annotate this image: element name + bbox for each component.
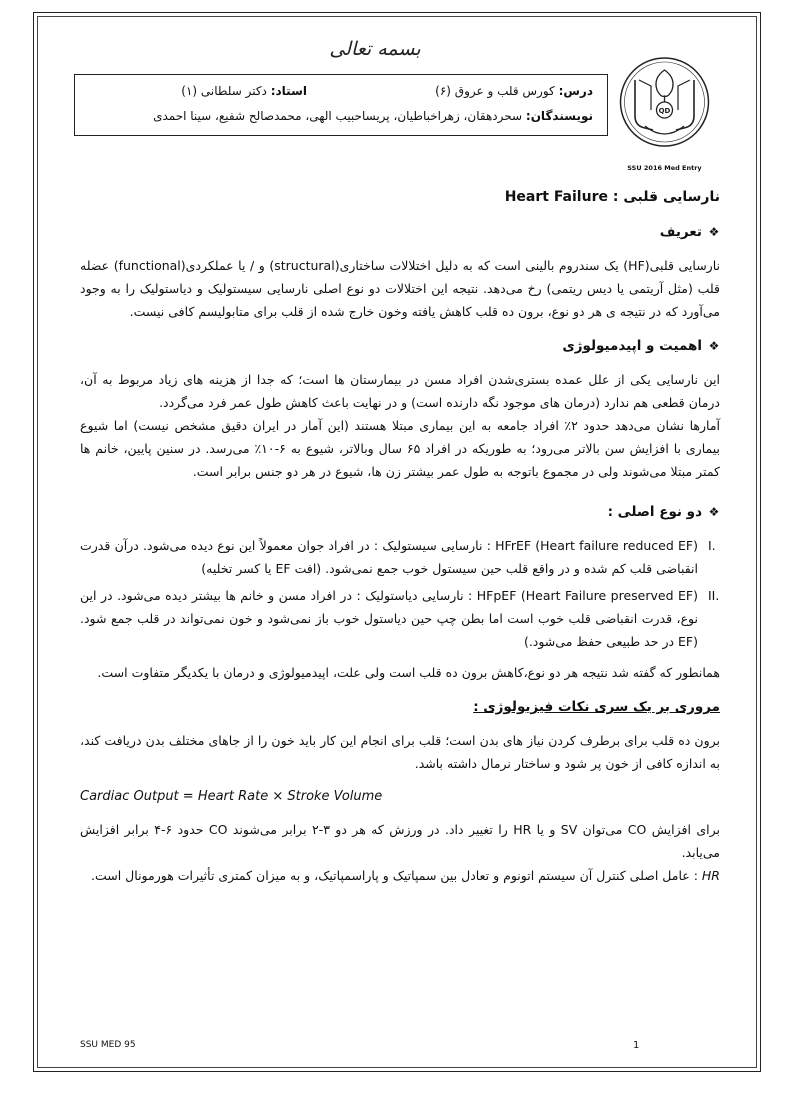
list-text: HFpEF (Heart Failure preserved EF) : نارسایی دیاستولیک : در افراد مسن و خانم ها بیشتر دیده می‌شود. در این نوع، قدرت انقباضی قلب خوب است اما بطن چپ حین دیاستول خوب باز نمی‌شود و خون نمی‌تواند در قلب جمع شود. (EF در حد طبیعی حفظ می‌شود.) — [80, 588, 698, 649]
basmala-heading: بسمه تعالی — [329, 38, 421, 60]
page-number: 1 — [633, 1040, 640, 1051]
cardiac-output-formula: Cardiac Output = Heart Rate × Stroke Volume — [80, 789, 383, 804]
footer-label: SSU MED 95 — [80, 1040, 136, 1050]
diamond-bullet-icon: ❖ — [708, 339, 720, 353]
course-row — [435, 84, 593, 98]
section-heading-definition — [80, 221, 720, 244]
course-info-box — [74, 74, 608, 136]
heart-hands-logo-icon — [613, 50, 716, 177]
title-english: Heart Failure — [504, 189, 608, 205]
teacher-label: استاد: — [270, 84, 307, 98]
list-item — [80, 584, 720, 653]
physiology-paragraph: برون ده قلب برای برطرف کردن نیاز های بدن است؛ قلب برای انجام این کار باید خون را از جاهای مختلف بدن دریافت کند، به اندازه کافی از خون پر شود و ساختار نرمال داشته باشد. — [80, 733, 720, 771]
list-text: HFrEF (Heart failure reduced EF) : نارسایی سیستولیک : در افراد جوان معمولاً این نوع دیده می‌شود. درآن قدرت انقباضی قلب کم شده و در واقع قلب حین سیستول خوب جمع نمی‌شود. (افت EF یا کسر تخلیه) — [80, 538, 699, 576]
document-title — [80, 186, 720, 209]
list-number: I. — [708, 538, 716, 553]
types-summary-paragraph: همانطور که گفته شد نتیجه هر دو نوع،کاهش برون ده قلب است ولی علت، اپیدمیولوژی و درمان با یکدیگر متفاوت است. — [97, 665, 720, 680]
section-heading-types — [80, 501, 720, 524]
hr-label: HR — [701, 868, 720, 883]
definition-paragraph: نارسایی قلبی(HF) یک سندروم بالینی است که به دلیل اختلالات ساختاری(structural) و / یا عملکردی(functional) عضله قلب (مثل آریتمی یا دیس ریتمی) رخ می‌دهد. نتیجه این اختلالات دو نوع اصلی نارسایی سیستولیک و دیاستولیک را به وجود می‌آورد که در نتیجه ی هر دو نوع، برون ده قلب کاهش یافته وخون خارج شده از قلب برای متابولیسم کافی نیست. — [80, 258, 721, 319]
section-title: تعریف — [659, 224, 702, 240]
section-title: دو نوع اصلی : — [607, 504, 702, 520]
course-label: درس: — [558, 84, 593, 98]
section-title: اهمیت و اپیدمیولوژی — [562, 338, 702, 354]
epidemiology-paragraph-1: این نارسایی یکی از علل عمده بستری‌شدن افراد مسن در بیمارستان ها است؛ که جدا از هزینه های زیاد مربوط به آن، درمان قطعی هم ندارد (درمان های موجود نگه دارنده است) و در نهایت باعث کاهش طول عمر فرد می‌گردد. — [80, 372, 720, 410]
course-value: کورس قلب و عروق (۶) — [435, 84, 555, 98]
logo-caption: SSU 2016 Med Entry — [627, 164, 702, 172]
logo-monogram: QD — [658, 107, 671, 115]
teacher-row — [181, 84, 307, 98]
cardiac-output-paragraph: برای افزایش CO می‌توان SV و یا HR را تغییر داد. در ورزش که هر دو ۳-۲ برابر می‌شوند CO حدود ۶-۴ برابر افزایش می‌یابد. — [80, 822, 721, 860]
hr-text: : عامل اصلی کنترل آن سیستم اتونوم و تعادل بین سمپاتیک و پاراسمپاتیک، و به میزان کمتری تأثیرات هورمونال است. — [91, 868, 698, 883]
epidemiology-paragraph-2: آمارها نشان می‌دهد حدود ۲٪ افراد جامعه به این بیماری مبتلا هستند (این آمار در ایران دقیق مشخص نیست) اما شیوع بیماری با افزایش سن بالاتر می‌رود؛ به طوریکه در افراد ۶۵ سال وبالاتر، شیوع به ۶-۱۰٪ می‌رسد. در سنین پایین، خانم ها کمتر مبتلا می‌شوند ولی در مجموع باتوجه به طول عمر بیشتر زن ها، شیوع در هر دو جنس برابر است. — [80, 418, 721, 479]
physiology-heading: مروری بر یک سری نکات فیزیولوژی : — [473, 699, 720, 715]
heart-rate-paragraph — [80, 864, 720, 887]
diamond-bullet-icon: ❖ — [708, 225, 720, 239]
list-item — [80, 534, 720, 580]
authors-label: نویسندگان: — [525, 109, 593, 123]
authors-row — [153, 109, 593, 123]
title-persian: نارسایی قلبی : — [612, 189, 720, 205]
list-number: II. — [708, 588, 720, 603]
authors-value: سحردهقان، زهراخباطیان، پریساحبیب الهی، محمدصالح شفیع، سینا احمدی — [153, 109, 523, 123]
section-heading-epidemiology — [80, 335, 720, 358]
document-body — [80, 186, 720, 899]
diamond-bullet-icon: ❖ — [708, 505, 720, 519]
teacher-value: دکتر سلطانی (۱) — [181, 84, 267, 98]
